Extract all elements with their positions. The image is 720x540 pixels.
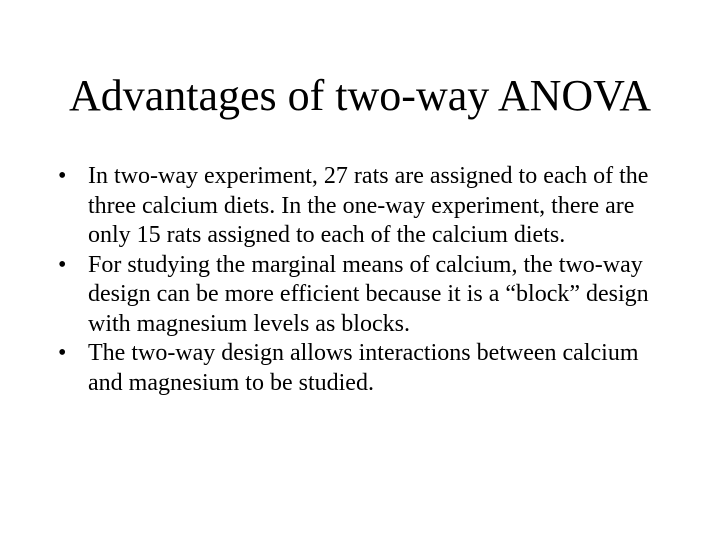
bullet-text: The two-way design allows interactions between calcium and magnesium to be studied.: [88, 340, 639, 396]
bullet-item: [58, 339, 668, 398]
bullet-text: In two-way experiment, 27 rats are assigned to each of the three calcium diets. In the one-way experiment, there are only 15 rats assigned to each of the calcium diets.: [88, 163, 649, 248]
bullet-text: For studying the marginal means of calcium, the two-way design can be more efficient because it is a “block” design with magnesium levels as blocks.: [88, 251, 649, 337]
bullet-item: [58, 251, 668, 340]
bullet-marker: •: [58, 251, 67, 278]
bullet-marker: •: [58, 340, 67, 366]
bullet-list: [58, 162, 668, 398]
bullet-marker: •: [58, 163, 67, 189]
bullet-item: [58, 162, 668, 251]
slide-title: Advantages of two-way ANOVA: [68, 71, 652, 120]
